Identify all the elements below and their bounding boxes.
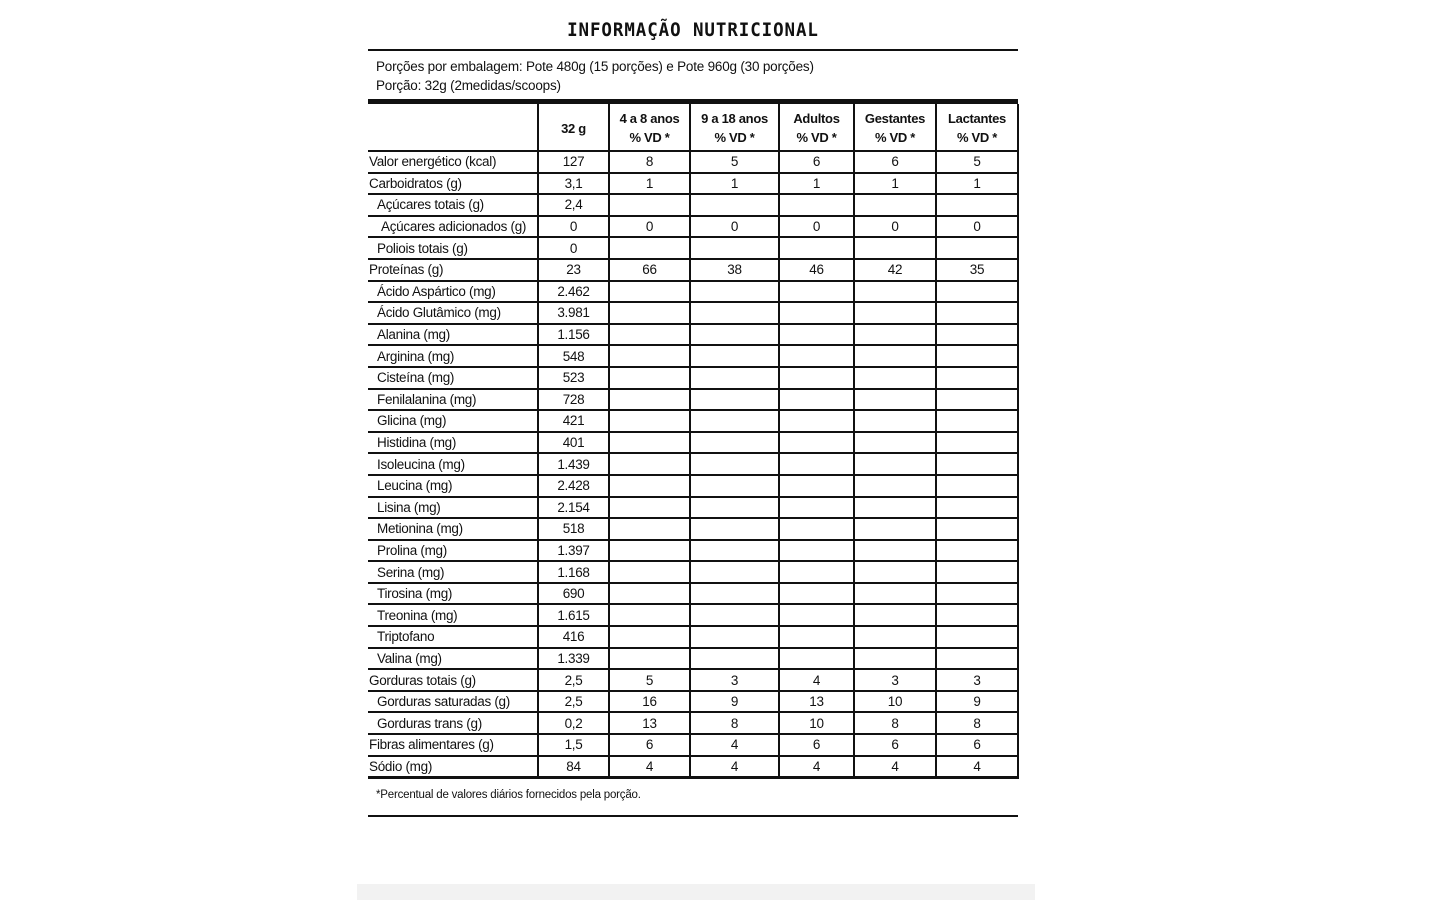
table-row bbox=[368, 561, 1018, 583]
nutrient-name: Treonina (mg) bbox=[368, 604, 538, 626]
amount-cell: 1.339 bbox=[538, 648, 609, 670]
dv-cell: 6 bbox=[779, 734, 854, 756]
dv-cell bbox=[779, 604, 854, 626]
dv-cell bbox=[854, 389, 936, 411]
dv-cell bbox=[936, 497, 1018, 519]
dv-cell bbox=[936, 389, 1018, 411]
dv-cell bbox=[609, 453, 690, 475]
servings-per-package: Porções por embalagem: Pote 480g (15 porções) e Pote 960g (30 porções) bbox=[376, 59, 814, 74]
dv-cell bbox=[779, 475, 854, 497]
servings-info bbox=[368, 51, 1018, 99]
dv-cell bbox=[609, 194, 690, 216]
dv-cell: 6 bbox=[609, 734, 690, 756]
dv-cell bbox=[854, 410, 936, 432]
dv-cell: 0 bbox=[609, 216, 690, 238]
header-column: 9 a 18 anos % VD * bbox=[690, 104, 779, 151]
dv-cell bbox=[854, 475, 936, 497]
header-column: Gestantes % VD * bbox=[854, 104, 936, 151]
dv-cell bbox=[609, 237, 690, 259]
dv-cell bbox=[609, 561, 690, 583]
header-column: Adultos % VD * bbox=[779, 104, 854, 151]
nutrient-name: Açúcares adicionados (g) bbox=[368, 216, 538, 238]
nutrient-name: Poliois totais (g) bbox=[368, 237, 538, 259]
table-row bbox=[368, 518, 1018, 540]
amount-cell: 2,4 bbox=[538, 194, 609, 216]
nutrient-name: Cisteína (mg) bbox=[368, 367, 538, 389]
dv-cell: 5 bbox=[936, 151, 1018, 173]
table-row bbox=[368, 345, 1018, 367]
dv-cell bbox=[609, 389, 690, 411]
nutrient-name: Açúcares totais (g) bbox=[368, 194, 538, 216]
dv-cell bbox=[936, 281, 1018, 303]
nutrient-name: Fenilalanina (mg) bbox=[368, 389, 538, 411]
table-row bbox=[368, 604, 1018, 626]
nutrient-name: Tirosina (mg) bbox=[368, 583, 538, 605]
dv-cell bbox=[690, 497, 779, 519]
dv-cell bbox=[690, 648, 779, 670]
dv-cell: 10 bbox=[779, 712, 854, 734]
dv-cell bbox=[690, 604, 779, 626]
dv-cell: 6 bbox=[779, 151, 854, 173]
dv-cell bbox=[936, 626, 1018, 648]
table-row bbox=[368, 583, 1018, 605]
table-row bbox=[368, 756, 1018, 778]
table-row bbox=[368, 691, 1018, 713]
dv-cell bbox=[854, 324, 936, 346]
nutrient-name: Carboidratos (g) bbox=[368, 173, 538, 195]
dv-cell bbox=[936, 453, 1018, 475]
serving-size: Porção: 32g (2medidas/scoops) bbox=[376, 78, 561, 93]
table-row bbox=[368, 367, 1018, 389]
dv-cell bbox=[779, 410, 854, 432]
dv-cell: 10 bbox=[854, 691, 936, 713]
dv-cell: 0 bbox=[854, 216, 936, 238]
dv-cell bbox=[936, 410, 1018, 432]
dv-cell bbox=[690, 432, 779, 454]
amount-cell: 0,2 bbox=[538, 712, 609, 734]
dv-cell bbox=[779, 281, 854, 303]
dv-cell bbox=[609, 540, 690, 562]
header-column: 32 g bbox=[538, 104, 609, 151]
dv-cell bbox=[609, 475, 690, 497]
amount-cell: 1.439 bbox=[538, 453, 609, 475]
dv-cell bbox=[609, 302, 690, 324]
dv-cell bbox=[936, 302, 1018, 324]
table-row bbox=[368, 194, 1018, 216]
amount-cell: 2,5 bbox=[538, 691, 609, 713]
amount-cell: 3.981 bbox=[538, 302, 609, 324]
dv-cell: 9 bbox=[690, 691, 779, 713]
dv-cell bbox=[779, 237, 854, 259]
dv-cell: 66 bbox=[609, 259, 690, 281]
table-body bbox=[368, 151, 1018, 778]
amount-cell: 728 bbox=[538, 389, 609, 411]
amount-cell: 84 bbox=[538, 756, 609, 778]
nutrient-name: Prolina (mg) bbox=[368, 540, 538, 562]
table-row bbox=[368, 281, 1018, 303]
dv-cell bbox=[854, 432, 936, 454]
amount-cell: 1.168 bbox=[538, 561, 609, 583]
nutrient-name: Gorduras saturadas (g) bbox=[368, 691, 538, 713]
dv-cell: 3 bbox=[936, 669, 1018, 691]
table-row bbox=[368, 237, 1018, 259]
nutrient-name: Isoleucina (mg) bbox=[368, 453, 538, 475]
label-title: INFORMAÇÃO NUTRICIONAL bbox=[567, 19, 819, 41]
header-column: Lactantes % VD * bbox=[936, 104, 1018, 151]
dv-cell: 0 bbox=[690, 216, 779, 238]
dv-cell bbox=[609, 432, 690, 454]
table-row bbox=[368, 734, 1018, 756]
dv-cell: 0 bbox=[936, 216, 1018, 238]
amount-cell: 2.428 bbox=[538, 475, 609, 497]
table-row bbox=[368, 259, 1018, 281]
table-row bbox=[368, 302, 1018, 324]
dv-cell: 4 bbox=[690, 756, 779, 778]
table-row bbox=[368, 389, 1018, 411]
dv-cell: 8 bbox=[609, 151, 690, 173]
dv-cell: 6 bbox=[936, 734, 1018, 756]
dv-cell: 35 bbox=[936, 259, 1018, 281]
amount-cell: 401 bbox=[538, 432, 609, 454]
dv-cell: 42 bbox=[854, 259, 936, 281]
nutrient-name: Ácido Aspártico (mg) bbox=[368, 281, 538, 303]
nutrient-name: Proteínas (g) bbox=[368, 259, 538, 281]
dv-cell bbox=[779, 194, 854, 216]
amount-cell: 2.154 bbox=[538, 497, 609, 519]
amount-cell: 548 bbox=[538, 345, 609, 367]
dv-cell bbox=[609, 497, 690, 519]
dv-cell: 0 bbox=[779, 216, 854, 238]
dv-cell bbox=[609, 324, 690, 346]
table-row bbox=[368, 540, 1018, 562]
dv-cell bbox=[690, 302, 779, 324]
dv-cell bbox=[609, 648, 690, 670]
dv-cell bbox=[936, 367, 1018, 389]
dv-cell: 4 bbox=[779, 669, 854, 691]
dv-cell: 1 bbox=[609, 173, 690, 195]
dv-cell bbox=[936, 604, 1018, 626]
dv-cell bbox=[690, 389, 779, 411]
amount-cell: 0 bbox=[538, 237, 609, 259]
amount-cell: 421 bbox=[538, 410, 609, 432]
table-row bbox=[368, 648, 1018, 670]
dv-cell: 8 bbox=[690, 712, 779, 734]
dv-cell bbox=[854, 540, 936, 562]
dv-cell bbox=[936, 475, 1018, 497]
dv-cell bbox=[936, 237, 1018, 259]
table-row bbox=[368, 669, 1018, 691]
table-row bbox=[368, 712, 1018, 734]
dv-cell bbox=[779, 497, 854, 519]
dv-cell bbox=[854, 626, 936, 648]
dv-cell: 16 bbox=[609, 691, 690, 713]
dv-cell bbox=[936, 648, 1018, 670]
dv-cell bbox=[936, 194, 1018, 216]
dv-cell bbox=[609, 518, 690, 540]
dv-cell bbox=[936, 540, 1018, 562]
nutrient-name: Gorduras totais (g) bbox=[368, 669, 538, 691]
dv-cell bbox=[690, 345, 779, 367]
dv-cell bbox=[854, 648, 936, 670]
amount-cell: 0 bbox=[538, 216, 609, 238]
dv-cell bbox=[854, 561, 936, 583]
nutrient-name: Metionina (mg) bbox=[368, 518, 538, 540]
dv-cell: 4 bbox=[690, 734, 779, 756]
table-row bbox=[368, 453, 1018, 475]
header-nutrient bbox=[368, 104, 538, 151]
dv-cell bbox=[854, 237, 936, 259]
amount-cell: 1,5 bbox=[538, 734, 609, 756]
dv-cell bbox=[779, 302, 854, 324]
dv-cell bbox=[690, 518, 779, 540]
dv-cell bbox=[854, 518, 936, 540]
dv-cell: 1 bbox=[854, 173, 936, 195]
nutrient-name: Glicina (mg) bbox=[368, 410, 538, 432]
table-row bbox=[368, 497, 1018, 519]
dv-cell bbox=[609, 345, 690, 367]
dv-cell: 38 bbox=[690, 259, 779, 281]
dv-cell bbox=[936, 561, 1018, 583]
dv-cell: 5 bbox=[609, 669, 690, 691]
dv-cell bbox=[609, 410, 690, 432]
bottom-rule bbox=[368, 815, 1018, 817]
dv-cell bbox=[936, 324, 1018, 346]
table-header-row bbox=[368, 104, 1018, 151]
dv-cell: 6 bbox=[854, 151, 936, 173]
dv-cell bbox=[779, 583, 854, 605]
amount-cell: 416 bbox=[538, 626, 609, 648]
dv-cell bbox=[936, 583, 1018, 605]
dv-cell: 6 bbox=[854, 734, 936, 756]
dv-cell bbox=[779, 367, 854, 389]
dv-cell bbox=[690, 410, 779, 432]
table-row bbox=[368, 324, 1018, 346]
page-bottom-strip bbox=[357, 884, 1035, 900]
nutrient-name: Arginina (mg) bbox=[368, 345, 538, 367]
dv-cell bbox=[690, 540, 779, 562]
amount-cell: 1.615 bbox=[538, 604, 609, 626]
nutrient-name: Leucina (mg) bbox=[368, 475, 538, 497]
dv-cell: 4 bbox=[936, 756, 1018, 778]
dv-cell bbox=[779, 389, 854, 411]
nutrition-table bbox=[368, 104, 1019, 779]
nutrient-name: Valina (mg) bbox=[368, 648, 538, 670]
amount-cell: 1.156 bbox=[538, 324, 609, 346]
dv-cell bbox=[854, 367, 936, 389]
dv-cell: 5 bbox=[690, 151, 779, 173]
dv-cell: 4 bbox=[854, 756, 936, 778]
footnote: *Percentual de valores diários fornecidos pela porção. bbox=[376, 789, 641, 802]
amount-cell: 1.397 bbox=[538, 540, 609, 562]
amount-cell: 518 bbox=[538, 518, 609, 540]
dv-cell bbox=[779, 345, 854, 367]
dv-cell bbox=[609, 367, 690, 389]
table-row bbox=[368, 410, 1018, 432]
dv-cell bbox=[854, 497, 936, 519]
dv-cell: 13 bbox=[609, 712, 690, 734]
amount-cell: 690 bbox=[538, 583, 609, 605]
table-row bbox=[368, 626, 1018, 648]
amount-cell: 23 bbox=[538, 259, 609, 281]
dv-cell: 8 bbox=[936, 712, 1018, 734]
dv-cell: 13 bbox=[779, 691, 854, 713]
nutrient-name: Triptofano bbox=[368, 626, 538, 648]
table-row bbox=[368, 475, 1018, 497]
table-row bbox=[368, 432, 1018, 454]
dv-cell bbox=[690, 324, 779, 346]
dv-cell bbox=[854, 281, 936, 303]
dv-cell bbox=[690, 475, 779, 497]
dv-cell bbox=[690, 583, 779, 605]
dv-cell bbox=[690, 626, 779, 648]
dv-cell bbox=[779, 453, 854, 475]
dv-cell: 8 bbox=[854, 712, 936, 734]
dv-cell: 1 bbox=[936, 173, 1018, 195]
amount-cell: 127 bbox=[538, 151, 609, 173]
table-row bbox=[368, 173, 1018, 195]
nutrient-name: Serina (mg) bbox=[368, 561, 538, 583]
dv-cell bbox=[690, 194, 779, 216]
dv-cell bbox=[854, 583, 936, 605]
amount-cell: 3,1 bbox=[538, 173, 609, 195]
amount-cell: 2.462 bbox=[538, 281, 609, 303]
dv-cell bbox=[609, 583, 690, 605]
dv-cell: 9 bbox=[936, 691, 1018, 713]
nutrition-label bbox=[368, 14, 1018, 817]
header-column: 4 a 8 anos % VD * bbox=[609, 104, 690, 151]
dv-cell: 4 bbox=[609, 756, 690, 778]
dv-cell bbox=[690, 367, 779, 389]
dv-cell bbox=[609, 604, 690, 626]
nutrient-name: Ácido Glutâmico (mg) bbox=[368, 302, 538, 324]
dv-cell: 1 bbox=[779, 173, 854, 195]
dv-cell bbox=[779, 540, 854, 562]
nutrient-name: Histidina (mg) bbox=[368, 432, 538, 454]
nutrient-name: Sódio (mg) bbox=[368, 756, 538, 778]
dv-cell: 46 bbox=[779, 259, 854, 281]
nutrient-name: Valor energético (kcal) bbox=[368, 151, 538, 173]
nutrient-name: Gorduras trans (g) bbox=[368, 712, 538, 734]
dv-cell bbox=[609, 281, 690, 303]
dv-cell bbox=[779, 324, 854, 346]
amount-cell: 523 bbox=[538, 367, 609, 389]
dv-cell bbox=[854, 194, 936, 216]
dv-cell: 3 bbox=[690, 669, 779, 691]
dv-cell bbox=[936, 432, 1018, 454]
dv-cell bbox=[690, 453, 779, 475]
dv-cell: 1 bbox=[690, 173, 779, 195]
dv-cell bbox=[690, 281, 779, 303]
dv-cell bbox=[854, 453, 936, 475]
dv-cell bbox=[854, 302, 936, 324]
dv-cell: 4 bbox=[779, 756, 854, 778]
amount-cell: 2,5 bbox=[538, 669, 609, 691]
dv-cell bbox=[779, 432, 854, 454]
dv-cell bbox=[609, 626, 690, 648]
nutrient-name: Lisina (mg) bbox=[368, 497, 538, 519]
dv-cell bbox=[779, 626, 854, 648]
nutrient-name: Fibras alimentares (g) bbox=[368, 734, 538, 756]
dv-cell bbox=[779, 561, 854, 583]
dv-cell bbox=[936, 345, 1018, 367]
dv-cell bbox=[779, 648, 854, 670]
table-row bbox=[368, 151, 1018, 173]
dv-cell: 3 bbox=[854, 669, 936, 691]
nutrient-name: Alanina (mg) bbox=[368, 324, 538, 346]
dv-cell bbox=[690, 237, 779, 259]
dv-cell bbox=[854, 604, 936, 626]
table-row bbox=[368, 216, 1018, 238]
dv-cell bbox=[854, 345, 936, 367]
dv-cell bbox=[690, 561, 779, 583]
dv-cell bbox=[779, 518, 854, 540]
dv-cell bbox=[936, 518, 1018, 540]
